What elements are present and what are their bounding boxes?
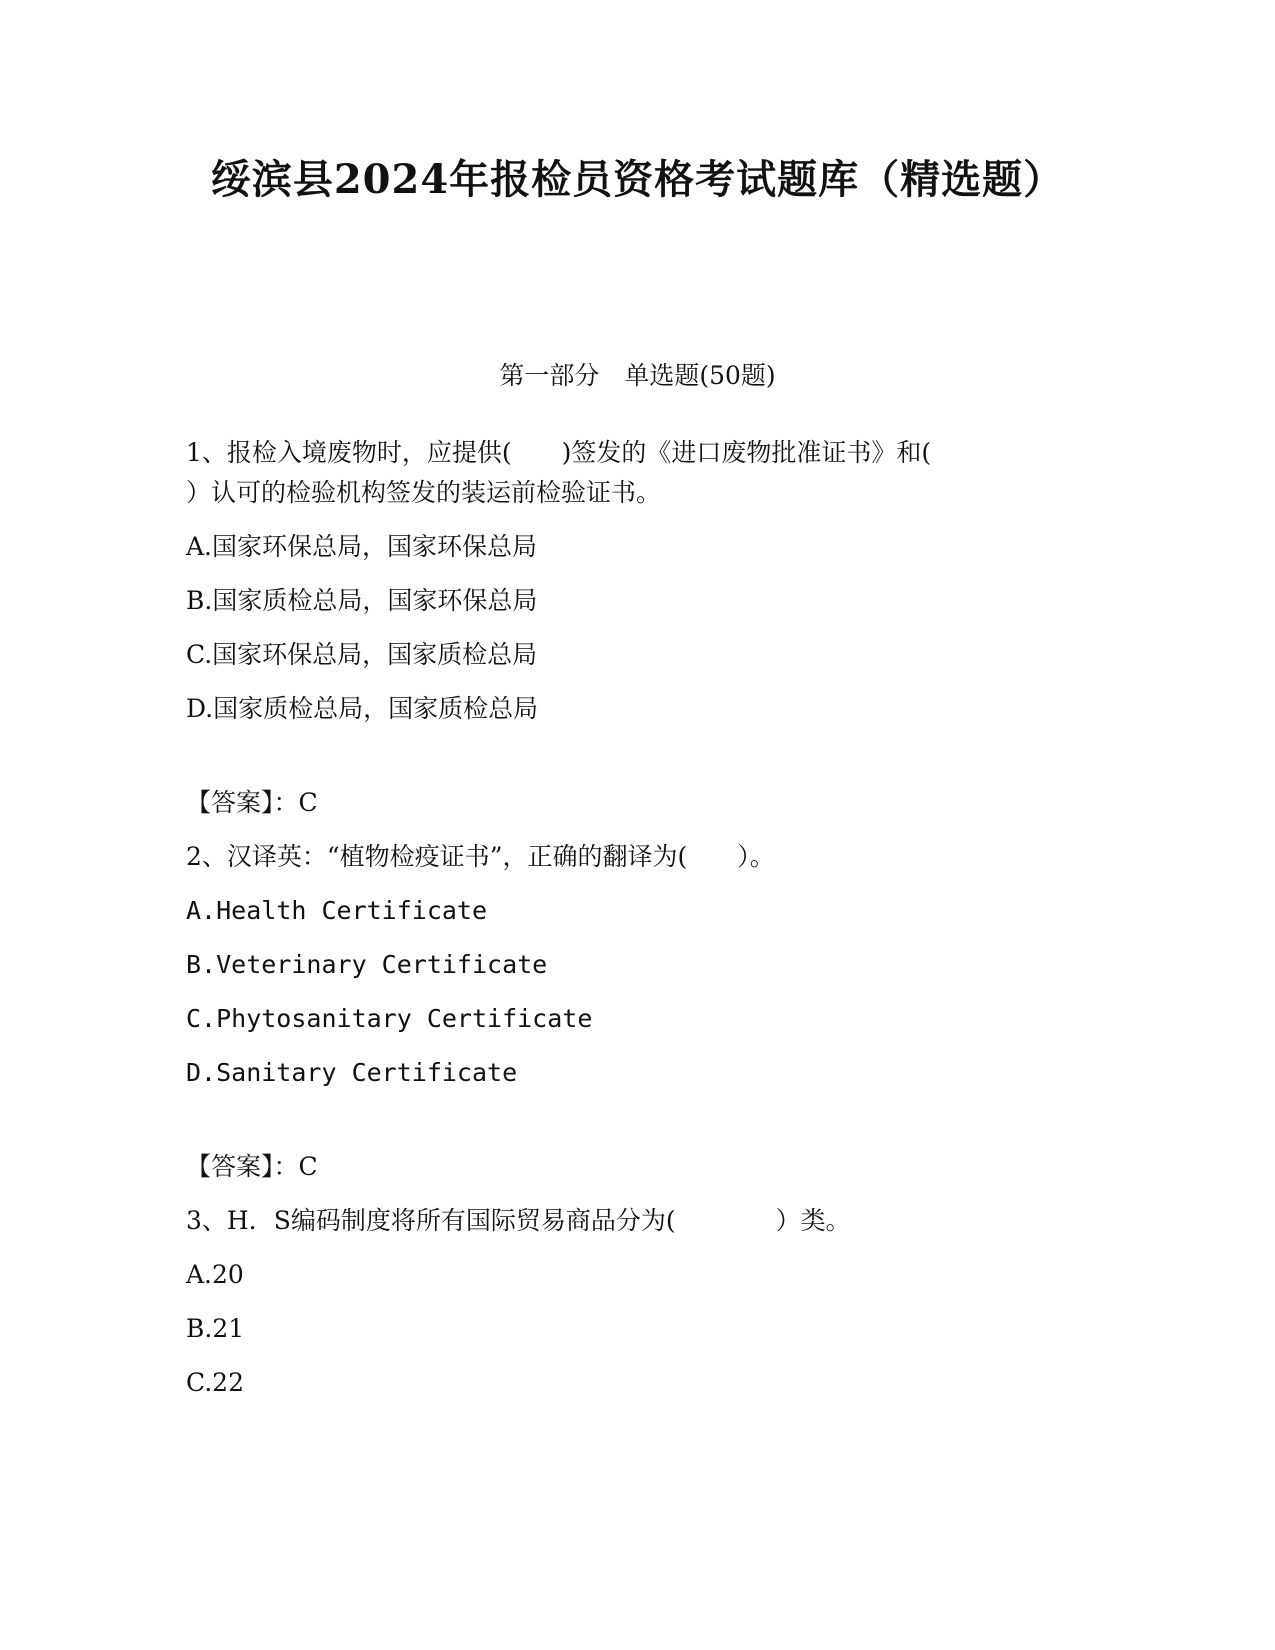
section-title: 第一部分 单选题(50题) bbox=[499, 361, 776, 390]
question-1-option-c: C.国家环保总局，国家质检总局 bbox=[186, 640, 538, 669]
document-title: 绥滨县2024年报检员资格考试题库（精选题） bbox=[210, 156, 1065, 203]
question-2-option-b: B.Veterinary Certificate bbox=[186, 950, 548, 979]
question-2-option-c: C.Phytosanitary Certificate bbox=[186, 1004, 593, 1033]
question-2-option-a: A.Health Certificate bbox=[186, 896, 488, 925]
question-1-stem-line-2: ）认可的检验机构签发的装运前检验证书。 bbox=[186, 478, 662, 507]
question-2-option-d: D.Sanitary Certificate bbox=[186, 1058, 518, 1087]
question-1-answer: 【答案】：C bbox=[186, 788, 318, 817]
question-1-option-d: D.国家质检总局，国家质检总局 bbox=[186, 694, 539, 723]
question-1-stem-line-1: 1、报检入境废物时，应提供( )签发的《进口废物批准证书》和( bbox=[186, 438, 932, 467]
question-3-option-c: C.22 bbox=[186, 1368, 244, 1397]
question-3-option-b: B.21 bbox=[186, 1314, 245, 1343]
question-2-answer: 【答案】：C bbox=[186, 1152, 318, 1181]
question-1-option-a: A.国家环保总局，国家环保总局 bbox=[186, 532, 538, 561]
question-1-option-b: B.国家质检总局，国家环保总局 bbox=[186, 586, 538, 615]
question-2-stem: 2、汉译英：“植物检疫证书”，正确的翻译为( ）。 bbox=[186, 842, 775, 871]
question-3-stem: 3、H．S编码制度将所有国际贸易商品分为( ）类。 bbox=[186, 1206, 851, 1235]
question-3-option-a: A.20 bbox=[186, 1260, 244, 1289]
